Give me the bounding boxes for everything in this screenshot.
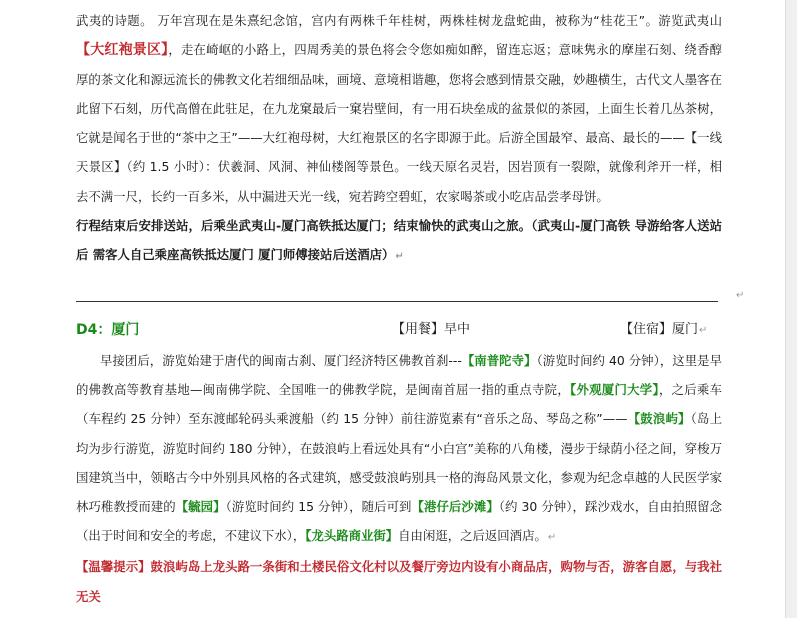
paragraph-mark-icon: ↵ bbox=[395, 250, 404, 262]
dahongpao-tag: 【大红袍景区】 bbox=[76, 42, 169, 59]
paragraph-text: 武夷的诗题。 万年宫现在是朱熹纪念馆，宫内有两株千年桂树，两株桂树龙盘蛇曲，被称为“桂花王”。游览武夷山 bbox=[76, 13, 722, 28]
tip-text: 【温馨提示】鼓浪屿岛上龙头路一条街和土楼民俗文化村以及餐厅旁边内设有小商品店，购物与否，游客自愿，与我社无关 bbox=[76, 559, 722, 604]
longtou-road-tag: 【龙头路商业街】 bbox=[305, 528, 399, 544]
paragraph-mark-icon: ↵ bbox=[736, 290, 745, 301]
departure-paragraph bbox=[76, 211, 722, 271]
section-divider bbox=[76, 301, 718, 302]
yuyuan-tag: 【毓园】 bbox=[175, 499, 226, 515]
nanputuo-tag: 【南普陀寺】 bbox=[461, 353, 537, 368]
day4-meal: 【用餐】早中 bbox=[392, 322, 471, 337]
paragraph-text: （岛上均为步行游览，游览时间约 180 分钟），在鼓浪屿上看远处具有“小白宫”美称的八角楼，漫步于绿荫小径之间，穿梭万国建筑当中，领略古今中外别具风格的各式建筑，感受鼓浪屿别具一格的海岛风景文化，参观为纪念卓越的人民医学家林巧稚教授而建的 bbox=[76, 411, 722, 515]
day4-header bbox=[76, 318, 722, 342]
day4-section bbox=[76, 346, 722, 611]
paragraph-text: （游览时间约 40 分钟），这里是早的佛教高等教育基地—闽南佛学院、全国唯一的佛教学院，是闽南首屈一指的重点寺院， bbox=[76, 353, 723, 398]
paragraph-text: ，走在崎岖的小路上，四周秀美的景色将会令您如痴如醉，留连忘返；意味隽永的摩崖石刻、绕香醇厚的茶文化和源远流长的佛教文化若细细品味，画境、意境相谐趣，您将会感到情景交融，妙趣横生，古代文人墨客在此留下石刻，历代高僧在此驻足，在九龙窠最后一窠岩壁间，有一用石块垒成的盆景似的茶园，上面生长着几丛茶树，它就是闻名于世的“茶中之王”——大红袍母树，大红袍景区的名字即源于此。后游全国最窄、最高、最长的——【一线天景区】（约 1.5 小时）：伏羲洞、风洞、神仙楼阁等景色。一线天原名灵岩，因岩顶有一裂隙，就像利斧开一样，相去不满一尺，长约一百多米，从中漏进天光一线，宛若跨空碧虹，农家喝茶或小吃店品尝孝母饼。 bbox=[76, 42, 723, 204]
day4-title: D4：厦门 bbox=[76, 322, 140, 338]
day4-stay: 【住宿】厦门↵ bbox=[620, 322, 708, 337]
paragraph-text: 自由闲逛，之后返回酒店。 bbox=[398, 528, 547, 544]
beach-tag: 【港仔后沙滩】 bbox=[411, 499, 499, 515]
gulangyu-tag: 【鼓浪屿】 bbox=[627, 411, 691, 427]
paragraph-text: （约 30 分钟），踩沙戏水，自由拍照留念（出于时间和安全的考虑，不建议下水）， bbox=[76, 499, 723, 544]
paragraph-text: （游览时间约 15 分钟），随后可到 bbox=[225, 499, 412, 515]
paragraph-mark-icon: ↵ bbox=[547, 532, 557, 544]
xiamen-university-tag: 【外观厦门大学】 bbox=[570, 382, 659, 398]
paragraph-text: 早接团后，游览始建于唐代的闽南古刹、厦门经济特区佛教首刹--- bbox=[100, 353, 462, 368]
paragraph-mark-icon: ↵ bbox=[699, 325, 708, 336]
warm-tip bbox=[76, 552, 722, 610]
departure-text: 行程结束后安排送站，后乘坐武夷山-厦门高铁抵达厦门；结束愉快的武夷山之旅。（武夷山-厦门高铁 导游给客人送站后 需客人自己乘座高铁抵达厦门 厦门师傅接站后送酒店） bbox=[76, 217, 722, 262]
paragraph-text: ，之后乘车（车程约 25 分钟）至东渡邮轮码头乘渡船（约 15 分钟）前往游览素有“音乐之岛、琴岛之称”—— bbox=[76, 382, 722, 427]
day4-paragraph bbox=[76, 346, 722, 552]
wuyishan-paragraph bbox=[76, 6, 722, 211]
wuyishan-section bbox=[76, 6, 722, 271]
vertical-scrollbar[interactable] bbox=[785, 0, 797, 618]
